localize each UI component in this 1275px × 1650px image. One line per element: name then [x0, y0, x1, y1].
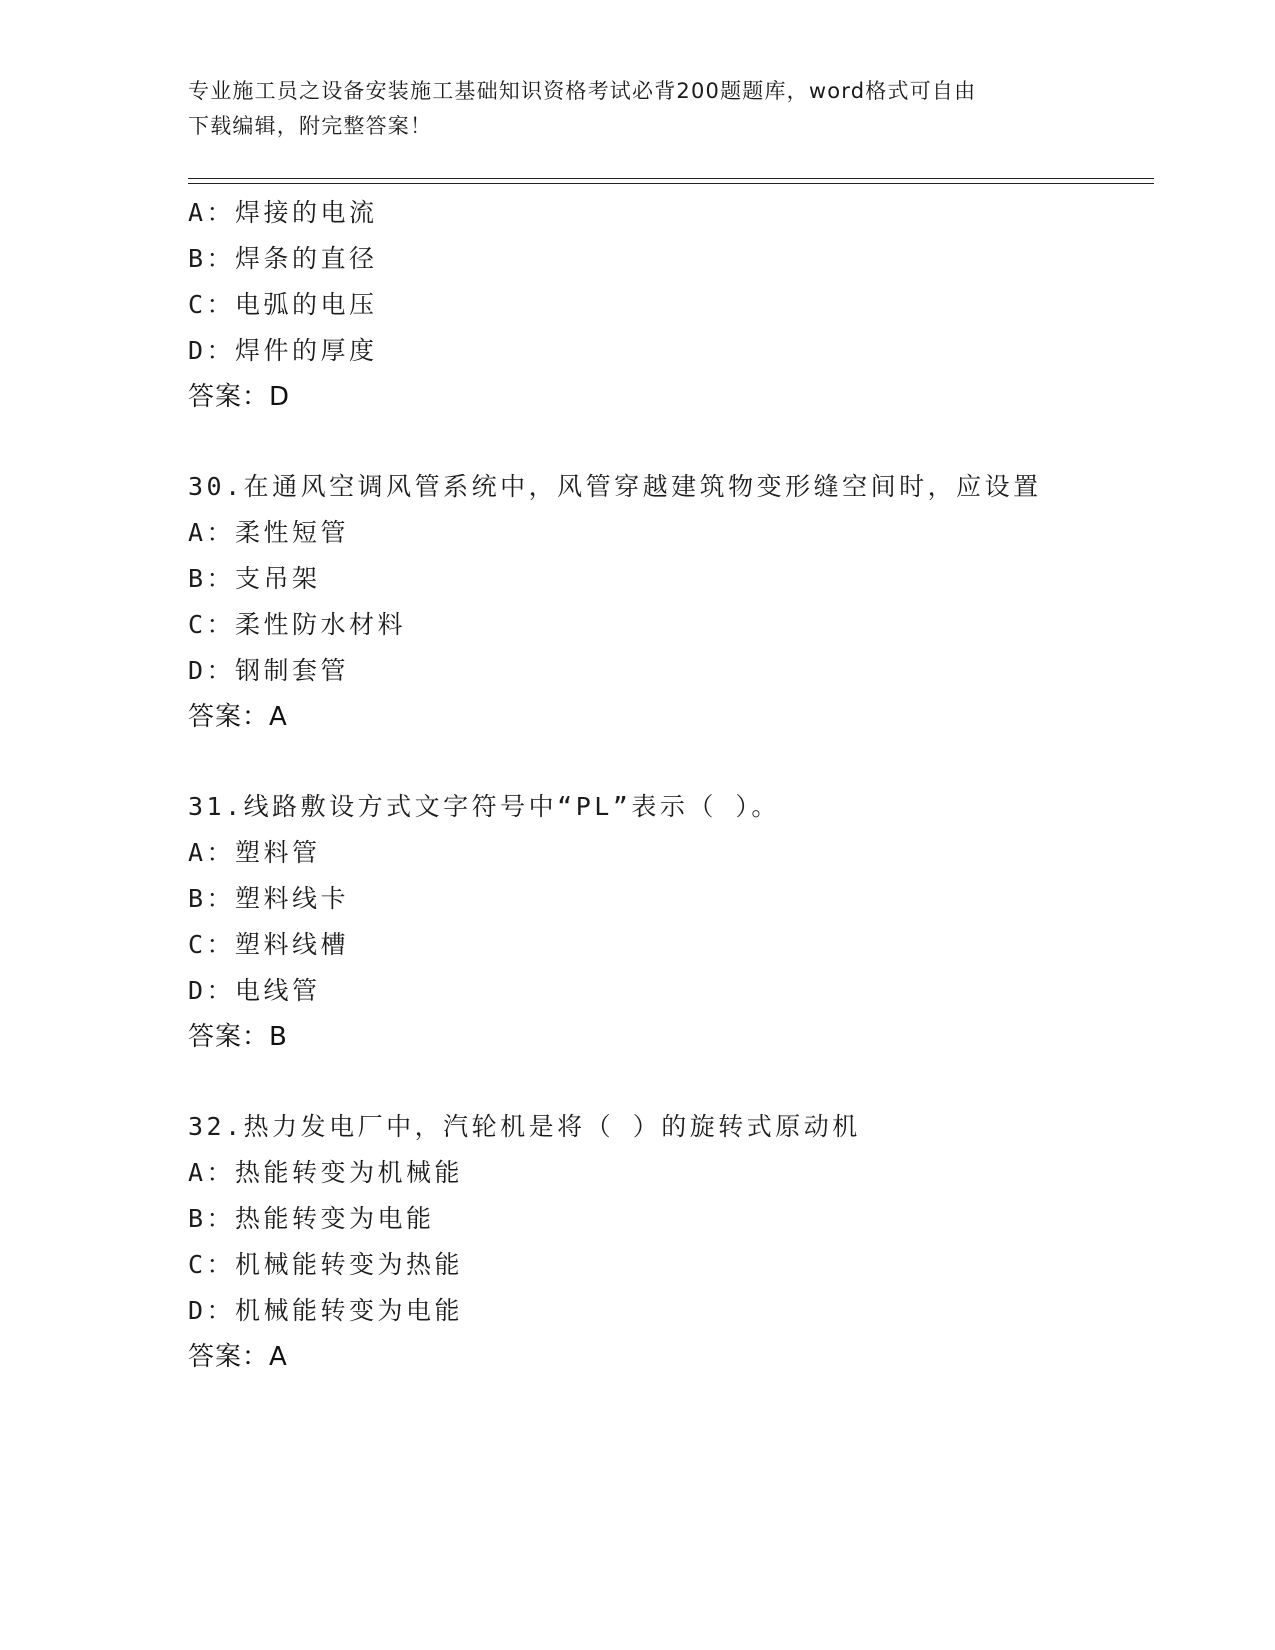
option-c: C：机械能转变为热能	[188, 1250, 464, 1279]
option-b: B：支吊架	[188, 564, 321, 593]
option-b: B：塑料线卡	[188, 884, 350, 913]
header-line-1: 专业施工员之设备安装施工基础知识资格考试必背200题题库，word格式可自由	[188, 79, 977, 103]
option-a: A：柔性短管	[188, 518, 350, 547]
block-spacer	[188, 740, 1148, 784]
answer-line: 答案：A	[188, 1342, 288, 1372]
option-d: D：电线管	[188, 976, 321, 1005]
option-d: D：钢制套管	[188, 656, 350, 685]
document-header	[188, 74, 1068, 144]
question-text: 32.热力发电厂中，汽轮机是将（ ）的旋转式原动机	[188, 1112, 861, 1141]
header-rule-bottom	[188, 183, 1154, 184]
question-text: 31.线路敷设方式文字符号中“PL”表示（ ）。	[188, 792, 780, 821]
option-a: A：焊接的电流	[188, 198, 378, 227]
question-list	[188, 190, 1148, 1380]
question-block-31	[188, 784, 1148, 1060]
option-a: A：塑料管	[188, 838, 321, 867]
answer-line: 答案：A	[188, 702, 288, 732]
question-block-32	[188, 1104, 1148, 1380]
option-d: D：焊件的厚度	[188, 336, 378, 365]
question-block-29	[188, 190, 1148, 420]
option-d: D：机械能转变为电能	[188, 1296, 464, 1325]
question-text: 30.在通风空调风管系统中，风管穿越建筑物变形缝空间时，应设置	[188, 472, 1042, 501]
option-c: C：柔性防水材料	[188, 610, 407, 639]
question-block-30	[188, 464, 1148, 740]
answer-line: 答案：B	[188, 1022, 288, 1052]
option-a: A：热能转变为机械能	[188, 1158, 464, 1187]
header-line-2: 下载编辑，附完整答案！	[188, 114, 433, 138]
block-spacer	[188, 1060, 1148, 1104]
header-rule-top	[188, 178, 1154, 179]
block-spacer	[188, 420, 1148, 464]
option-b: B：热能转变为电能	[188, 1204, 435, 1233]
option-c: C：电弧的电压	[188, 290, 378, 319]
answer-line: 答案：D	[188, 382, 291, 412]
option-b: B：焊条的直径	[188, 244, 378, 273]
option-c: C：塑料线槽	[188, 930, 350, 959]
